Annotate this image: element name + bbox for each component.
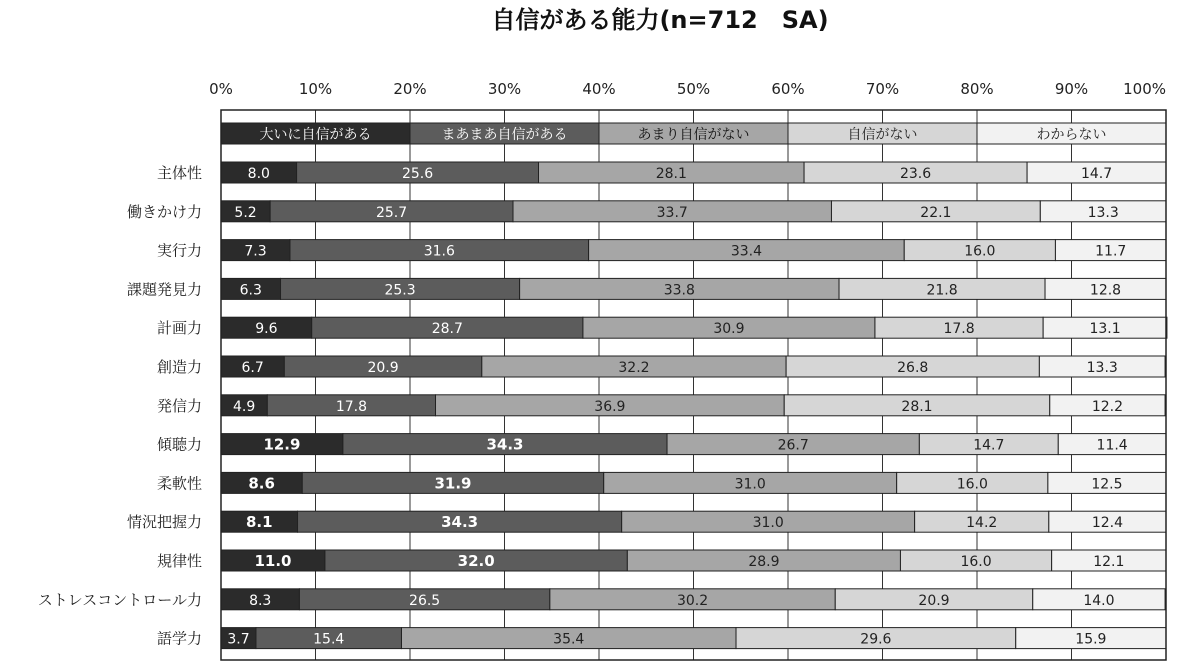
bar-value-label: 26.5 [409, 592, 441, 609]
bar-value-label: 16.0 [956, 476, 988, 493]
bar-value-label: 13.3 [1087, 204, 1119, 221]
bar-value-label: 25.7 [375, 204, 408, 221]
category-label: 情況把握力 [126, 513, 202, 532]
bar-value-label: 26.8 [897, 360, 929, 376]
bar-value-label: 16.0 [964, 243, 996, 260]
category-label: 実行力 [156, 241, 202, 260]
bar-value-label: 31.0 [734, 476, 766, 493]
legend-label: 自信がない [847, 127, 918, 143]
bar-value-label: 13.1 [1089, 321, 1121, 338]
category-label: ストレスコントロール力 [37, 590, 202, 609]
x-tick-label: 70% [865, 80, 900, 98]
x-tick-label: 100% [1123, 80, 1166, 98]
bar-value-label: 11.0 [254, 552, 292, 570]
bar-value-label: 35.4 [553, 631, 585, 648]
bar-value-label: 28.9 [748, 554, 780, 570]
bar-value-label: 12.8 [1089, 282, 1122, 299]
category-label: 傾聴力 [156, 435, 202, 454]
bar-value-label: 30.2 [676, 592, 709, 609]
category-label: 主体性 [156, 164, 202, 182]
x-tick-label: 40% [582, 80, 616, 98]
bar-value-label: 34.3 [441, 513, 479, 532]
bar-value-label: 8.0 [247, 166, 270, 182]
bar-value-label: 30.9 [713, 321, 745, 338]
bar-value-label: 16.0 [960, 554, 992, 570]
bar-value-label: 25.3 [384, 282, 416, 299]
category-label: 規律性 [156, 552, 202, 570]
bar-value-label: 15.9 [1075, 631, 1107, 648]
bar-value-label: 4.9 [233, 398, 256, 415]
bar-value-label: 20.9 [367, 360, 399, 376]
category-label: 計画力 [156, 319, 202, 338]
bar-value-label: 14.7 [973, 437, 1005, 454]
bar-value-label: 15.4 [313, 631, 345, 648]
grid-layer [316, 110, 1072, 660]
category-label: 柔軟性 [156, 474, 202, 493]
bar-value-label: 9.6 [255, 321, 278, 338]
bar-value-label: 31.9 [434, 474, 472, 493]
chart-title: 自信がある能力(n=712 SA) [491, 6, 829, 34]
bar-value-label: 31.0 [752, 515, 784, 532]
bar-value-label: 12.5 [1091, 476, 1123, 493]
bar-value-label: 32.2 [618, 360, 650, 376]
bar-value-label: 28.7 [431, 321, 463, 338]
x-tick-label: 10% [298, 80, 333, 98]
x-tick-label: 60% [771, 80, 805, 98]
bar-value-label: 8.1 [245, 513, 273, 532]
bar-value-label: 6.3 [239, 282, 262, 299]
bar-value-label: 12.9 [263, 435, 301, 454]
legend-label: わからない [1036, 127, 1107, 143]
legend [221, 123, 1166, 144]
category-label: 語学力 [156, 629, 202, 648]
category-label: 働きかけ力 [126, 202, 202, 221]
bar-value-label: 32.0 [457, 552, 495, 570]
x-axis-ticks [209, 80, 1166, 98]
x-tick-label: 20% [393, 80, 427, 98]
bar-value-label: 28.1 [655, 166, 687, 182]
bar-value-label: 5.2 [234, 204, 257, 221]
bar-value-label: 33.4 [730, 243, 763, 260]
bar-value-label: 12.2 [1091, 398, 1123, 415]
bar-value-label: 22.1 [920, 204, 952, 221]
bar-value-label: 33.7 [656, 204, 688, 221]
bar-value-label: 14.7 [1080, 166, 1113, 182]
x-tick-label: 0% [209, 80, 233, 98]
bar-value-label: 11.4 [1096, 437, 1128, 454]
bar-value-label: 14.0 [1083, 592, 1115, 609]
legend-label: あまり自信がない [637, 127, 750, 143]
x-tick-label: 90% [1054, 80, 1089, 98]
category-label: 創造力 [156, 358, 202, 376]
bar-value-label: 13.3 [1086, 360, 1118, 376]
bar-value-label: 12.4 [1091, 515, 1123, 532]
x-tick-label: 50% [676, 80, 711, 98]
legend-label: まあまあ自信がある [441, 127, 568, 143]
bar-value-label: 12.1 [1093, 554, 1125, 570]
x-tick-label: 80% [960, 80, 994, 98]
category-label: 発信力 [156, 396, 202, 415]
bar-value-label: 8.3 [249, 592, 272, 609]
bar-value-label: 26.7 [777, 437, 809, 454]
bar-value-label: 17.8 [335, 398, 367, 415]
category-labels [38, 164, 202, 648]
bar-value-label: 23.6 [899, 166, 932, 182]
x-tick-label: 30% [487, 80, 522, 98]
bar-value-label: 28.1 [901, 398, 933, 415]
bar-value-label: 7.3 [244, 243, 267, 260]
bar-value-label: 17.8 [943, 321, 975, 338]
category-label: 課題発見力 [126, 280, 202, 299]
bar-value-label: 29.6 [860, 631, 892, 648]
bar-value-label: 33.8 [663, 282, 695, 299]
bar-value-label: 21.8 [926, 282, 958, 299]
bar-value-label: 25.6 [401, 166, 434, 182]
bar-value-label: 20.9 [918, 592, 950, 609]
bar-value-label: 14.2 [966, 515, 998, 532]
legend-label: 大いに自信がある [259, 127, 372, 143]
bar-value-label: 31.6 [423, 243, 455, 260]
bar-value-label: 11.7 [1095, 243, 1127, 260]
bar-value-label: 3.7 [227, 631, 250, 648]
bar-value-label: 36.9 [594, 398, 626, 415]
bar-value-label: 6.7 [241, 360, 264, 376]
bar-value-label: 34.3 [486, 435, 524, 454]
bar-value-label: 8.6 [248, 474, 275, 493]
